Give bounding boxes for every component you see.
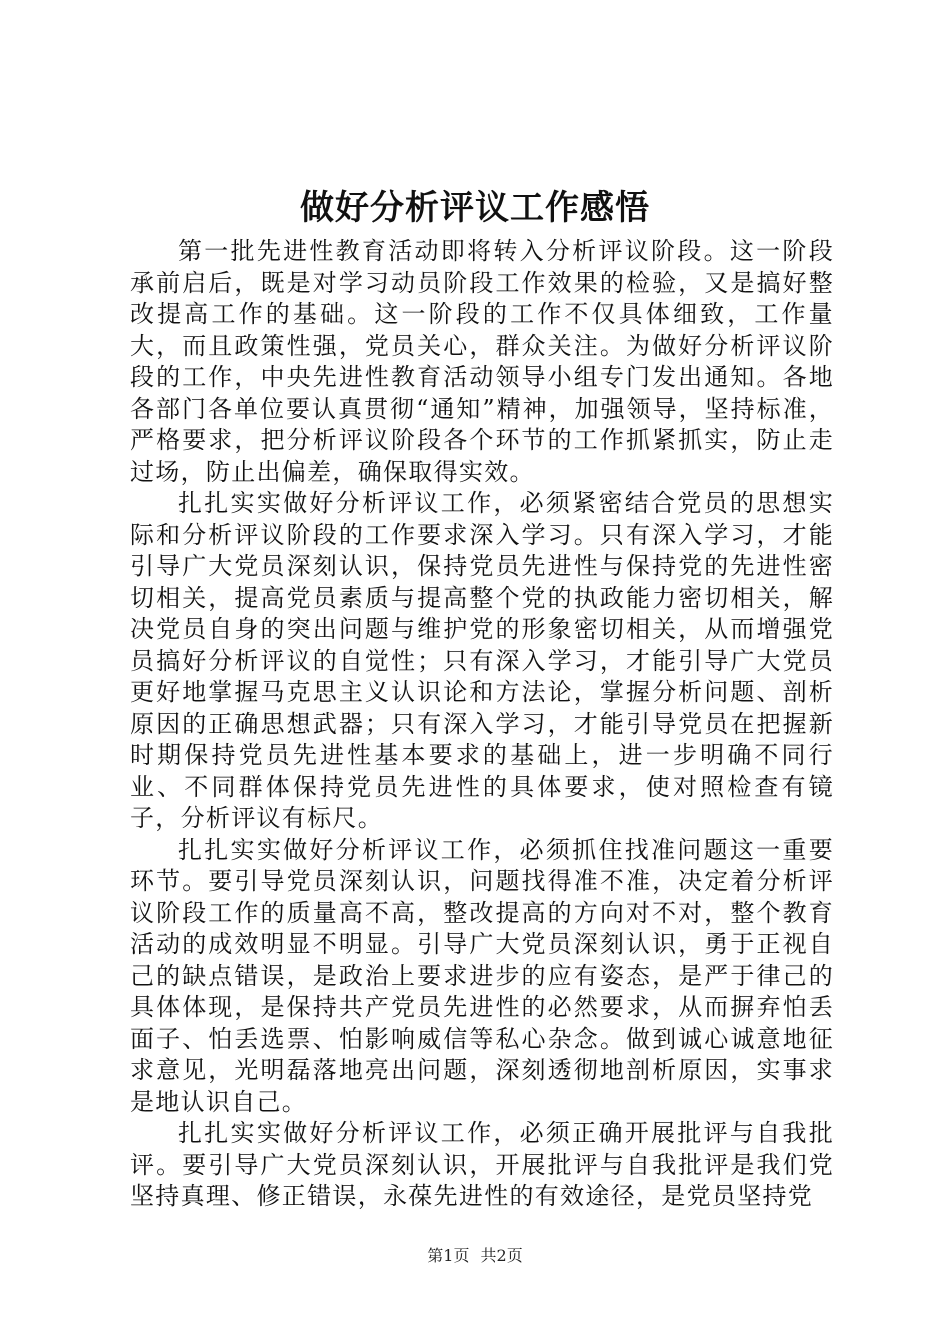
document-body xyxy=(130,236,834,1213)
page-total: 共2页 xyxy=(480,1246,523,1265)
paragraph-1: 第一批先进性教育活动即将转入分析评议阶段。这一阶段承前启后，既是对学习动员阶段工作效果的检验，又是搞好整改提高工作的基础。这一阶段的工作不仅具体细致，工作量大，而且政策性强，党员关心，群众关注。为做好分析评议阶段的工作，中央先进性教育活动领导小组专门发出通知。各地各部门各单位要认真贯彻“通知”精神，加强领导，坚持标准，严格要求，把分析评议阶段各个环节的工作抓紧抓实，防止走过场，防止出偏差，确保取得实效。 xyxy=(130,237,834,486)
page-footer xyxy=(0,1244,950,1268)
page-number: 第1页 xyxy=(427,1246,470,1265)
paragraph-3: 扎扎实实做好分析评议工作，必须抓住找准问题这一重要环节。要引导党员深刻认识，问题找得准不准，决定着分析评议阶段工作的质量高不高，整改提高的方向对不对，整个教育活动的成效明显不明显。引导广大党员深刻认识，勇于正视自己的缺点错误，是政治上要求进步的应有姿态，是严于律己的具体体现，是保持共产党员先进性的必然要求，从而摒弃怕丢面子、怕丢选票、怕影响威信等私心杂念。做到诚心诚意地征求意见，光明磊落地亮出问题，深刻透彻地剖析原因，实事求是地认识自己。 xyxy=(130,835,834,1116)
paragraph-2: 扎扎实实做好分析评议工作，必须紧密结合党员的思想实际和分析评议阶段的工作要求深入学习。只有深入学习，才能引导广大党员深刻认识，保持党员先进性与保持党的先进性密切相关，提高党员素质与提高整个党的执政能力密切相关，解决党员自身的突出问题与维护党的形象密切相关，从而增强党员搞好分析评议的自觉性；只有深入学习，才能引导广大党员更好地掌握马克思主义认识论和方法论，掌握分析问题、剖析原因的正确思想武器；只有深入学习，才能引导党员在把握新时期保持党员先进性基本要求的基础上，进一步明确不同行业、不同群体保持党员先进性的具体要求，使对照检查有镜子，分析评议有标尺。 xyxy=(130,489,834,832)
paragraph-4: 扎扎实实做好分析评议工作，必须正确开展批评与自我批评。要引导广大党员深刻认识，开展批评与自我批评是我们党坚持真理、修正错误，永葆先进性的有效途径，是党员坚持党 xyxy=(130,1119,834,1210)
document-title: 做好分析评议工作感悟 xyxy=(300,188,650,228)
